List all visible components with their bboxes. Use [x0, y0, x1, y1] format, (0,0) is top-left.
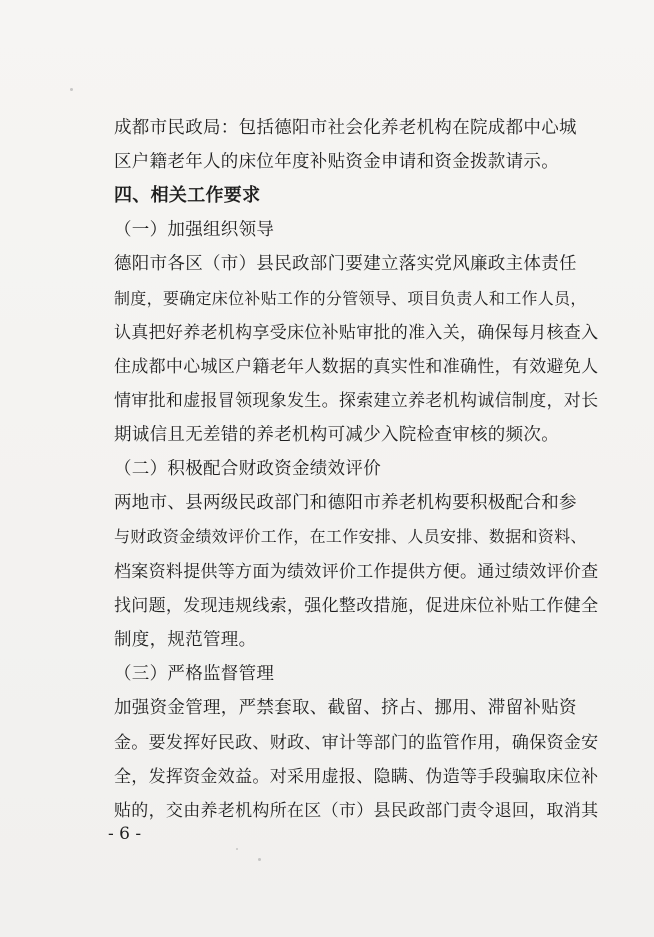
- section-heading: 四、相关工作要求: [114, 185, 261, 206]
- body-text-line: 贴的，交由养老机构所在区（市）县民政部门责令退回，取消其: [114, 801, 599, 821]
- body-text-line: 住成都中心城区户籍老年人数据的真实性和准确性，有效避免人: [114, 357, 599, 377]
- body-text-line: 制度，规范管理。: [114, 630, 257, 650]
- body-text-line: 与财政资金绩效评价工作，在工作安排、人员安排、数据和资料、: [114, 527, 587, 546]
- body-text-line: 成都市民政局：包括德阳市社会化养老机构在院成都中心城: [114, 118, 577, 138]
- body-text-line: 加强资金管理，严禁套取、截留、挤占、挪用、滞留补贴资: [114, 698, 577, 718]
- body-text-line: 德阳市各区（市）县民政部门要建立落实党风廉政主体责任: [114, 254, 577, 274]
- body-text-line: 情审批和虚报冒领现象发生。探索建立养老机构诚信制度，对长: [114, 391, 599, 411]
- page-number: - 6 -: [108, 824, 142, 844]
- subsection-heading: （二）积极配合财政资金绩效评价: [114, 459, 381, 479]
- body-text-line: 找问题，发现违规线索，强化整改措施，促进床位补贴工作健全: [114, 596, 599, 616]
- body-text-line: 全，发挥资金效益。对采用虚报、隐瞒、伪造等手段骗取床位补: [114, 767, 599, 787]
- body-text-line: 制度，要确定床位补贴工作的分管领导、项目负责人和工作人员，: [114, 289, 587, 308]
- body-text-line: 期诚信且无差错的养老机构可减少入院检查审核的频次。: [114, 425, 559, 445]
- body-text-line: 档案资料提供等方面为绩效评价工作提供方便。通过绩效评价查: [114, 562, 599, 582]
- subsection-heading: （一）加强组织领导: [114, 220, 275, 240]
- scan-speck: [70, 88, 73, 91]
- body-text-line: 金。要发挥好民政、财政、审计等部门的监管作用，确保资金安: [114, 733, 599, 753]
- subsection-heading: （三）严格监督管理: [114, 664, 275, 684]
- body-text-line: 认真把好养老机构享受床位补贴审批的准入关，确保每月核查入: [114, 323, 599, 343]
- scan-speck: [258, 858, 261, 861]
- body-text-line: 两地市、县两级民政部门和德阳市养老机构要积极配合和参: [114, 493, 577, 513]
- scan-speck: [236, 848, 238, 850]
- body-text-line: 区户籍老年人的床位年度补贴资金申请和资金拨款请示。: [114, 152, 559, 172]
